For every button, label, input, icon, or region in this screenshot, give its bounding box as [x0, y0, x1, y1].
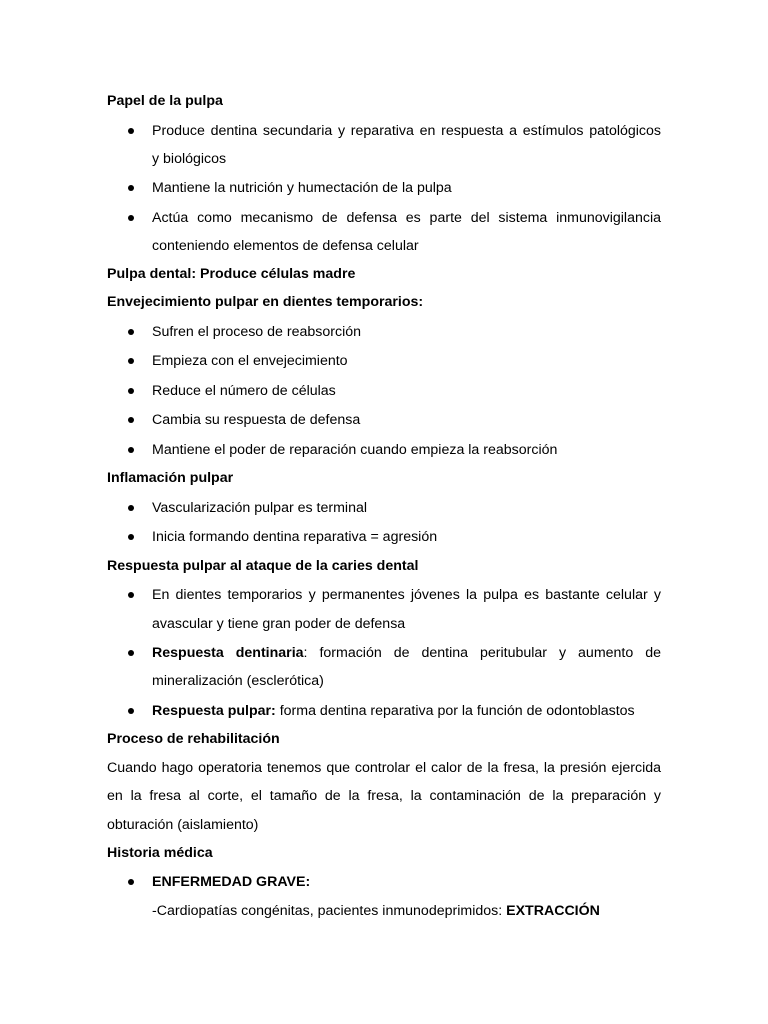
heading-pulpa-dental: Pulpa dental: Produce células madre [107, 266, 356, 282]
bullet-icon [128, 650, 134, 656]
list-item: Cambia su respuesta de defensa [152, 412, 361, 428]
list-item: Actúa como mecanismo de defensa es parte del sistema inmunovigilancia [152, 210, 661, 226]
list-item [152, 644, 661, 662]
list-item: Vascularización pulpar es terminal [152, 500, 368, 516]
bullet-icon [128, 505, 134, 511]
bullet-icon [128, 417, 134, 423]
term-respuesta-pulpar: Respuesta pulpar: [152, 703, 276, 719]
sub-item-emphasis: EXTRACCIÓN [506, 903, 600, 919]
heading-inflamacion: Inflamación pulpar [107, 470, 234, 486]
term-respuesta-dentinaria: Respuesta dentinaria [152, 645, 304, 661]
list-item-continuation: conteniendo elementos de defensa celular [152, 238, 419, 254]
bullet-icon [128, 185, 134, 191]
bullet-icon [128, 592, 134, 598]
paragraph-line: en la fresa al corte, el tamaño de la fresa, la contaminación de la preparación y [107, 788, 661, 804]
bullet-icon [128, 447, 134, 453]
heading-rehabilitacion: Proceso de rehabilitación [107, 731, 280, 747]
list-item: En dientes temporarios y permanentes jóvenes la pulpa es bastante celular y [152, 587, 661, 603]
list-item: ENFERMEDAD GRAVE: [152, 874, 311, 890]
bullet-icon [128, 388, 134, 394]
list-item: Produce dentina secundaria y reparativa en respuesta a estímulos patológicos [152, 123, 661, 139]
list-item: Mantiene el poder de reparación cuando empieza la reabsorción [152, 442, 558, 458]
heading-papel-pulpa: Papel de la pulpa [107, 93, 223, 109]
list-item-continuation: mineralización (esclerótica) [152, 673, 324, 689]
heading-historia-medica: Historia médica [107, 845, 213, 861]
list-item: Inicia formando dentina reparativa = agresión [152, 529, 438, 545]
paragraph-line: Cuando hago operatoria tenemos que controlar el calor de la fresa, la presión ejercida [107, 760, 661, 776]
list-item: Empieza con el envejecimiento [152, 353, 348, 369]
heading-respuesta-caries: Respuesta pulpar al ataque de la caries dental [107, 558, 419, 574]
heading-envejecimiento: Envejecimiento pulpar en dientes temporarios: [107, 294, 424, 310]
bullet-icon [128, 128, 134, 134]
bullet-icon [128, 358, 134, 364]
definition-text: : formación de dentina peritubular y aumento de [303, 645, 661, 661]
list-item-continuation: y biológicos [152, 151, 227, 167]
sub-item [152, 902, 600, 920]
paragraph-line: obturación (aislamiento) [107, 817, 259, 833]
bullet-icon [128, 708, 134, 714]
list-item: Reduce el número de células [152, 383, 336, 399]
list-item: Mantiene la nutrición y humectación de la pulpa [152, 180, 452, 196]
list-item-continuation: avascular y tiene gran poder de defensa [152, 616, 406, 632]
definition-text: forma dentina reparativa por la función de odontoblastos [275, 703, 635, 719]
bullet-icon [128, 534, 134, 540]
sub-item-text: -Cardiopatías congénitas, pacientes inmunodeprimidos: [152, 903, 507, 919]
list-item [152, 702, 635, 720]
list-item: Sufren el proceso de reabsorción [152, 324, 361, 340]
bullet-icon [128, 329, 134, 335]
bullet-icon [128, 879, 134, 885]
bullet-icon [128, 215, 134, 221]
